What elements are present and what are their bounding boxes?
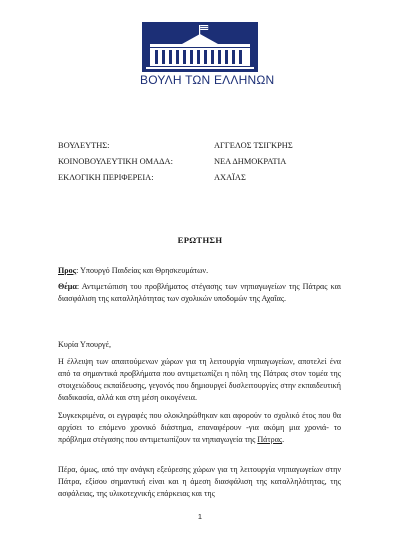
subject-paragraph	[58, 281, 341, 305]
salutation: Κυρία Υπουργέ,	[58, 340, 112, 349]
parliament-logo	[140, 20, 275, 90]
info-label: ΒΟΥΛΕΥΤΗΣ:	[58, 141, 110, 150]
recipient-label: Προς	[58, 266, 77, 275]
info-label: ΕΚΛΟΓΙΚΗ ΠΕΡΙΦΕΡΕΙΑ:	[58, 173, 154, 182]
city-name: Πάτρας	[257, 435, 283, 444]
info-value: ΑΓΓΕΛΟΣ ΤΣΙΓΚΡΗΣ	[214, 141, 293, 150]
body-paragraph-2-end: .	[282, 435, 285, 444]
subject-text: : Αντιμετώπιση του προβλήματος στέγασης των νηπιαγωγείων της Πάτρας και διασφάλιση της καταλληλότητας των σχολικών υποδομών της Αχαΐας.	[58, 282, 341, 303]
body-paragraph-2-text: Συγκεκριμένα, οι εγγραφές που ολοκληρώθηκαν και αφορούν το σχολικό έτος που θα αρχίσει το επόμενο χρονικό διάστημα, επαναφέρουν -για ακόμη μια χρονιά- το πρόβλημα στέγασης που αντιμετωπίζουν τα νηπιαγωγεία της	[58, 411, 341, 444]
info-label: ΚΟΙΝΟΒΟΥΛΕΥΤΙΚΗ ΟΜΑΔΑ:	[58, 157, 173, 166]
body-paragraph-1: Η έλλειψη των απαιτούμενων χώρων για τη λειτουργία νηπιαγωγείων, αποτελεί ένα από τα σημαντικά προβλήματα που αντιμετωπίζει η πόλη της Πάτρας στον τομέα της στοιχειώδους εκπαίδευσης, γεγονός που δημιουργεί δυσλειτουργίες στην εκπαιδευτική διαδικασία, αλλά και στη μέση οικογένεια.	[58, 357, 341, 402]
parliament-building-icon	[142, 22, 258, 72]
subject-label: Θέμα	[58, 282, 77, 291]
body-paragraph-2	[58, 410, 341, 446]
body-paragraph-3: Πέρα, όμως, από την ανάγκη εξεύρεσης χώρων για τη λειτουργία νηπιαγωγείων στην Πάτρα, εξίσου σημαντική είναι και η άμεση διασφάλιση της καταλληλότητας, της ασφάλειας, της υλικοτεχνικής επάρκειας και της	[58, 465, 341, 498]
recipient-line	[58, 265, 341, 277]
recipient-text: : Υπουργό Παιδείας και Θρησκευμάτων.	[76, 266, 209, 275]
page-number: 1	[197, 512, 203, 521]
info-value: ΑΧΑΪΑΣ	[214, 173, 246, 182]
logo-text: ΒΟΥΛΗ ΤΩΝ ΕΛΛΗΝΩΝ	[140, 73, 275, 87]
info-value: ΝΕΑ ΔΗΜΟΚΡΑΤΙΑ	[214, 157, 287, 166]
document-title: ΕΡΩΤΗΣΗ	[177, 235, 223, 245]
